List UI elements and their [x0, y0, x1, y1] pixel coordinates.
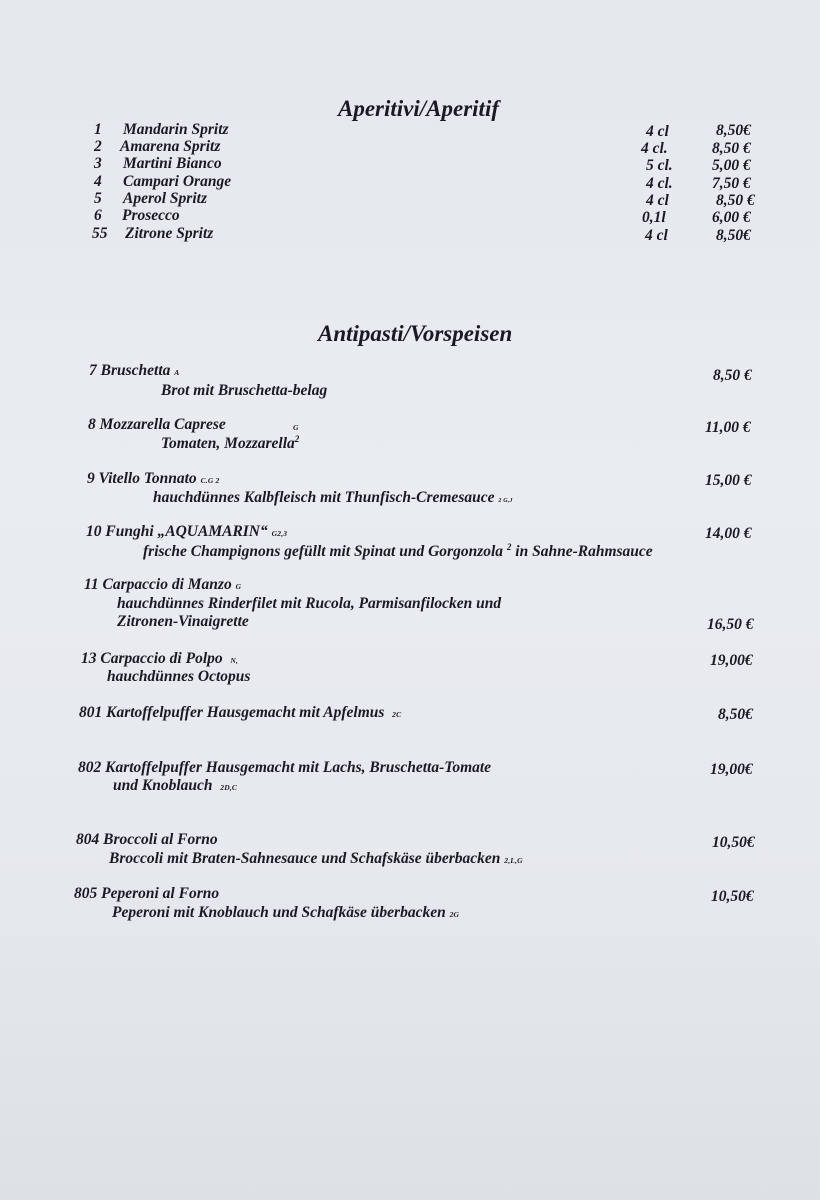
dish-name: 10 Funghi „AQUAMARIN“ G2,3	[86, 523, 288, 540]
allergen-superscript: 2	[294, 434, 300, 444]
allergen-codes: 2,L,G	[504, 856, 523, 865]
item-number: 3	[94, 155, 102, 172]
item-size: 4 cl.	[641, 140, 668, 157]
dish-name: 801 Kartoffelpuffer Hausgemacht mit Apfelmus 2C	[79, 704, 402, 721]
allergen-codes: 2G	[449, 910, 460, 919]
dish-price: 15,00 €	[705, 472, 752, 489]
dish-name: 805 Peperoni al Forno	[74, 885, 220, 902]
item-name: Amarena Spritz	[120, 138, 221, 155]
item-price: 8,50€	[716, 122, 751, 139]
dish-price: 8,50€	[718, 706, 753, 723]
allergen-superscript: 2 G,J	[498, 498, 513, 504]
aperitivi-title: Aperitivi/Aperitif	[338, 96, 499, 121]
dish-description: frische Champignons gefüllt mit Spinat und Gorgonzola $^2$ in Sahne-Rahmsauce	[143, 542, 653, 561]
item-name: Prosecco	[122, 207, 180, 224]
item-price: 6,00 €	[712, 209, 751, 226]
item-number: 4	[94, 173, 102, 190]
item-price: 8,50€	[716, 227, 751, 244]
dish-description: Broccoli mit Braten-Sahnesauce und Schafskäse überbacken 2,L,G	[109, 850, 523, 867]
dish-name: 7 Bruschetta A	[89, 362, 180, 379]
dish-price: 19,00€	[710, 652, 753, 669]
item-number: 55	[92, 225, 108, 242]
allergen-codes: N,	[230, 656, 239, 665]
dish-name: 802 Kartoffelpuffer Hausgemacht mit Lachs, Bruschetta-Tomate	[78, 759, 492, 776]
allergen-codes: A	[174, 368, 180, 377]
dish-price: 10,50€	[712, 834, 755, 851]
dish-price: 10,50€	[711, 888, 754, 905]
item-name: Mandarin Spritz	[123, 121, 229, 138]
dish-name: 13 Carpaccio di Polpo N,	[81, 650, 239, 667]
item-name: Martini Bianco	[123, 155, 222, 172]
dish-price: 14,00 €	[705, 525, 752, 542]
item-price: 5,00 €	[712, 157, 751, 174]
item-number: 1	[94, 121, 102, 138]
item-name: Campari Orange	[123, 173, 232, 190]
item-price: 7,50 €	[712, 175, 751, 192]
item-name: Zitrone Spritz	[125, 225, 214, 242]
dish-description: Peperoni mit Knoblauch und Schafkäse überbacken 2G	[112, 904, 460, 921]
dish-name: 9 Vitello Tonnato C.G 2	[87, 470, 220, 487]
allergen-superscript: 2	[506, 542, 512, 552]
item-size: 0,1l	[642, 209, 666, 226]
dish-price: 16,50 €	[707, 616, 754, 633]
item-price: 8,50 €	[712, 140, 751, 157]
allergen-codes: G	[293, 423, 299, 432]
dish-description-line2: Zitronen-Vinaigrette	[117, 613, 249, 630]
dish-name: 11 Carpaccio di Manzo G	[84, 576, 242, 593]
item-size: 4 cl	[645, 227, 668, 244]
dish-name: 8 Mozzarella Caprese	[88, 416, 226, 433]
item-name: Aperol Spritz	[123, 190, 207, 207]
dish-price: 19,00€	[710, 761, 753, 778]
allergen-codes: G	[235, 582, 242, 591]
dish-description: hauchdünnes Octopus	[107, 668, 251, 685]
dish-description: hauchdünnes Rinderfilet mit Rucola, Parmisanfilocken und	[117, 595, 502, 612]
dish-description: Brot mit Bruschetta-belag	[161, 382, 328, 399]
item-size: 4 cl	[646, 192, 669, 209]
dish-description: Tomaten, Mozzarella$^2$	[161, 434, 300, 453]
dish-price: 8,50 €	[713, 367, 752, 384]
allergen-codes: 2C	[392, 710, 402, 719]
item-number: 6	[94, 207, 102, 224]
item-size: 5 cl.	[646, 157, 673, 174]
antipasti-title: Antipasti/Vorspeisen	[318, 321, 513, 346]
dish-price: 11,00 €	[705, 419, 751, 436]
dish-description: und Knoblauch 2D,C	[113, 777, 238, 794]
item-size: 4 cl	[646, 123, 669, 140]
allergen-codes: G2,3	[271, 529, 288, 538]
allergen-codes: C.G 2	[200, 476, 220, 485]
item-number: 5	[94, 190, 102, 207]
item-price: 8,50 €	[716, 192, 755, 209]
allergen-codes: 2D,C	[220, 783, 238, 792]
dish-description: hauchdünnes Kalbfleisch mit Thunfisch-Cremesauce 2 G,J	[153, 489, 513, 506]
item-size: 4 cl.	[646, 175, 673, 192]
dish-name: 804 Broccoli al Forno	[76, 831, 218, 848]
item-number: 2	[94, 138, 102, 155]
